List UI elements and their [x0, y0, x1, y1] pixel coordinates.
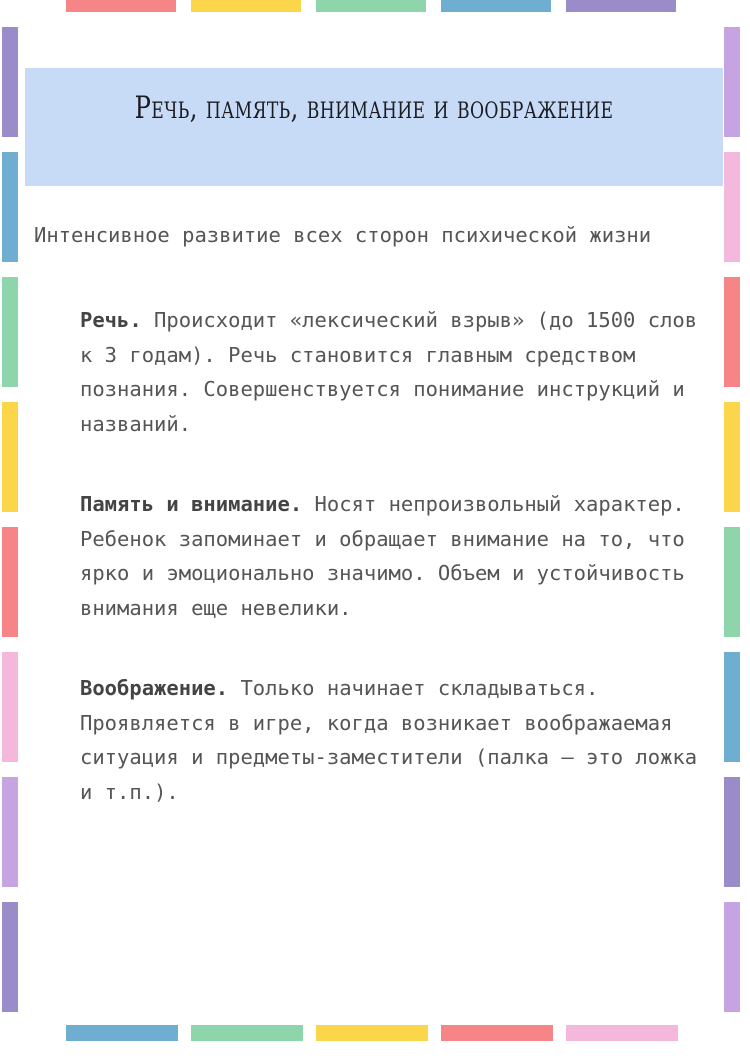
- stripe-top-1: [66, 0, 176, 12]
- stripe-right-4: [724, 402, 740, 512]
- intro-text: Интенсивное развитие всех сторон психической жизни: [34, 223, 652, 247]
- stripe-bottom-4: [441, 1025, 553, 1041]
- stripe-left-5: [2, 527, 18, 637]
- section-memory-attention: [80, 487, 720, 625]
- section-heading: Память и внимание.: [80, 492, 303, 516]
- stripe-top-2: [191, 0, 301, 12]
- stripe-left-4: [2, 402, 18, 512]
- stripe-right-7: [724, 777, 740, 887]
- stripe-bottom-1: [66, 1025, 178, 1041]
- section-heading: Воображение.: [80, 676, 229, 700]
- stripe-left-2: [2, 152, 18, 262]
- stripe-bottom-2: [191, 1025, 303, 1041]
- section-text: Только начинает складываться. Проявляется в игре, когда возникает воображаемая ситуация и предметы-заместители (палка — это ложка и т.п.).: [80, 676, 698, 804]
- stripe-right-2: [724, 152, 740, 262]
- stripe-left-1: [2, 27, 18, 137]
- stripe-left-7: [2, 777, 18, 887]
- stripe-left-6: [2, 652, 18, 762]
- section-text: Происходит «лексический взрыв» (до 1500 слов к 3 годам). Речь становится главным средством познания. Совершенствуется понимание инструкций и названий.: [80, 308, 698, 436]
- section-heading: Речь.: [80, 308, 142, 332]
- page-title: Речь, память, внимание и воображение: [134, 90, 614, 126]
- stripe-left-3: [2, 277, 18, 387]
- section-speech: [80, 303, 720, 441]
- stripe-top-3: [316, 0, 426, 12]
- stripe-right-3: [724, 277, 740, 387]
- stripe-left-8: [2, 902, 18, 1012]
- stripe-right-6: [724, 652, 740, 762]
- stripe-bottom-5: [566, 1025, 678, 1041]
- stripe-right-1: [724, 27, 740, 137]
- section-imagination: [80, 671, 720, 809]
- stripe-top-4: [441, 0, 551, 12]
- title-band: [25, 68, 723, 186]
- stripe-right-8: [724, 902, 740, 1012]
- stripe-right-5: [724, 527, 740, 637]
- stripe-top-5: [566, 0, 676, 12]
- section-text: Носят непроизвольный характер. Ребенок запоминает и обращает внимание на то, что ярко и эмоционально значимо. Объем и устойчивость внимания еще невелики.: [80, 492, 685, 620]
- stripe-bottom-3: [316, 1025, 428, 1041]
